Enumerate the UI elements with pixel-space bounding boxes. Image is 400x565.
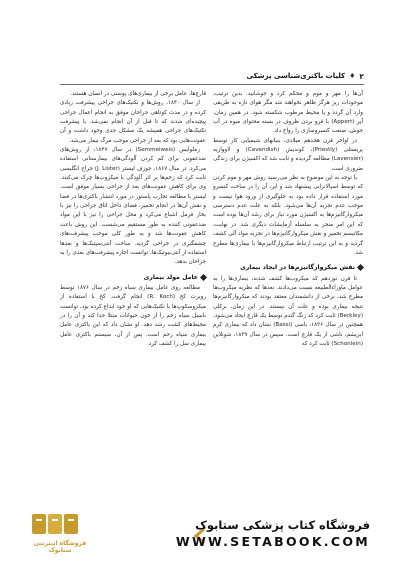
page-number: ۲ — [359, 71, 364, 81]
paragraph: تا قرن نوزدهم که میکروب‌ها کشف شدند، بیماری‌ها را به عوامل ماوراءالطبیعه نسبت می‌دادند. بعدها که نظریه میکروب‌ها مطرح شد، برخی از دانشمندان معتقد بودند که میکروارگانیزم‌ها نتیجه بیماری بوده و علت آن نیستند. در این زمان، برکلی (Berkley) ثابت کرد که زنگ گندم توسط یک قارچ ایجاد می‌شود. همچنین در سال ۱۸۳۶، باسی (Bassi) نشان داد که بیماری کرم ابریشم، ناشی از یک قارچ است. سپس در سال ۱۸۳۹، شونلاین (Schonlein) ثابت کرد که — [213, 275, 364, 347]
paragraph: از سال ۱۸۴۰، روش‌ها و تکنیک‌های جراحی پیشرفت زیادی کرده و در مدت کوتاهی جراحان موفق به انجام اعمال جراحی پیچیده‌ای شدند که تا قبل از آن انجام نمی‌شد. با پیشرفت تکنیک‌های جراحی همیشه یک مشکل جدی وجود داشت و آن عفونت‌هایی بود که بعد از جراحی موجب مرگ بیمار می‌شد. — [60, 100, 206, 144]
section-title: عامل مولد بیماری — [143, 273, 198, 281]
logo-caption: فروشگاه اینترنتی ستابوک — [33, 540, 87, 554]
paragraph: آن‌ها را مهر و موم و محکم کرد و جوشانید. بدین ترتیب، موجودات ریز هرگز ظاهر نخواهند شد مگر هوای تازه به طریقی وارد آن گردد و یا محیط مرطوب شکسته شود. در همین زمان، آپر (Appert) با قرو بردن ظروف در بسته محتوای میوه در آب جوش، صنعت کنسروسازی را رواج داد. — [213, 91, 363, 135]
right-column — [213, 90, 363, 349]
header-divider — [60, 84, 364, 85]
paragraph: مطالعه روی عامل بیماری سیاه زخم در سال ۱۸۷۶ توسط روبرت کخ (R. Koch) انجام گرفت. کخ با استفاده از میکروسکوپ‌ها با تکنیک‌هایی که او خود ابداع کرده بود، توانست باسیل سیاه زخم را از خون حیوانات مبتلا جدا کند و آن را در محیط‌های کشت رشد دهد. او نشان داد که این باکتری عامل بیماری سیاه زخم است. پس از آن، سیستم باکتری عامل بیماری سل را کشف کرد. — [60, 284, 206, 347]
store-url-link[interactable]: WWW.SETABOOK.COM — [175, 534, 370, 549]
section-bullet-icon — [357, 264, 364, 271]
paragraph: زملوایس (Semmelweis) در سال ۱۸۴۷، از روش‌های ضدعفونی برای کم کردن آلودگی‌های بیمارستانی استفاده می‌کرد. در سال ۱۸۶۷، جوزف لیستر (J. Lister) جراح انگلیسی ثابت کرد که زخم‌ها بر اثر آلودگی با میکروب‌ها چرک می‌کنند. وی برای کاهش عفونت‌های بعد از جراحی بسیار موفق است. لیستر با مطالعه تجارب پاستور در مورد انتشار باکتری‌ها در فضا و نقش آن‌ها در انجام تخمیر، فضای داخل اتاق جراحی را نیز با بخار فرمل اشباع می‌کرد و محل جراحی را نیز با این مواد ضدعفونی کننده به طور مستقیم می‌شست. این روش باعث کاهش عفونت‌ها شد و به طور کلی موجب پیشرفت‌های چشمگیری در جراحی گردید. ساخت آنتی‌سپتیک‌ها و بعدها استفاده از آنتی‌بیوتیک‌ها، توانست اجازه پیشرفت‌های بعدی را به جراحان بدهد. — [60, 147, 207, 266]
section-heading — [213, 263, 363, 272]
section-title: نقش میکروارگانیزم‌ها در ایجاد بیماری — [240, 264, 355, 272]
section-bullet-icon — [200, 274, 207, 281]
running-header — [60, 68, 364, 84]
section-heading — [60, 273, 206, 282]
paragraph: در اواخر قرن هجدهم میلادی، بنیانهای شیمیایی کار توسط پریستلی (Priestly)، کوندیش (Cavendish) و لاووازیه (Lavensier) مطالعه گردیده و ثابت شد که اکسیژن برای زندگی ضروری است. — [213, 137, 363, 172]
chapter-title: کلیات باکتری‌شناسی پزشکی — [246, 72, 346, 80]
header-bullet-icon: ♦ — [349, 72, 356, 80]
paragraph: قارچ‌ها، عامل برخی از بیماری‌های پوستی در انسان هستند. — [70, 91, 206, 97]
store-name: فروشگاه کتاب پزشکی ستابوک — [195, 518, 370, 532]
left-column — [60, 90, 206, 349]
paragraph: با توجه به این موضوع به نظر می‌رسید روش مهر و موم کردن که توسط اسپالانزانی پیشنهاد شد و اپر، آن را در ساخت کنسرو مورد استفاده قرار داده بود به جلوگیری از ورود هوا نیست و موجب عدم تجزیه آن‌ها می‌شود. بلکه به علت عدم دسترسی میکروارگانیزم‌ها به اکسیژن مورد نیاز برای رشد آن‌ها بوده است که این امر منجر به سلسله آزمایشات دیگری شد. در نهایت، مکانیسم تخمیر و نقش میکروارگانیزم‌ها در تجزیه مواد آلی کشف گردید و به این ترتیب ارتباط میکروارگانیزم‌ها با بیماری‌ها مطرح شد. — [213, 175, 363, 256]
